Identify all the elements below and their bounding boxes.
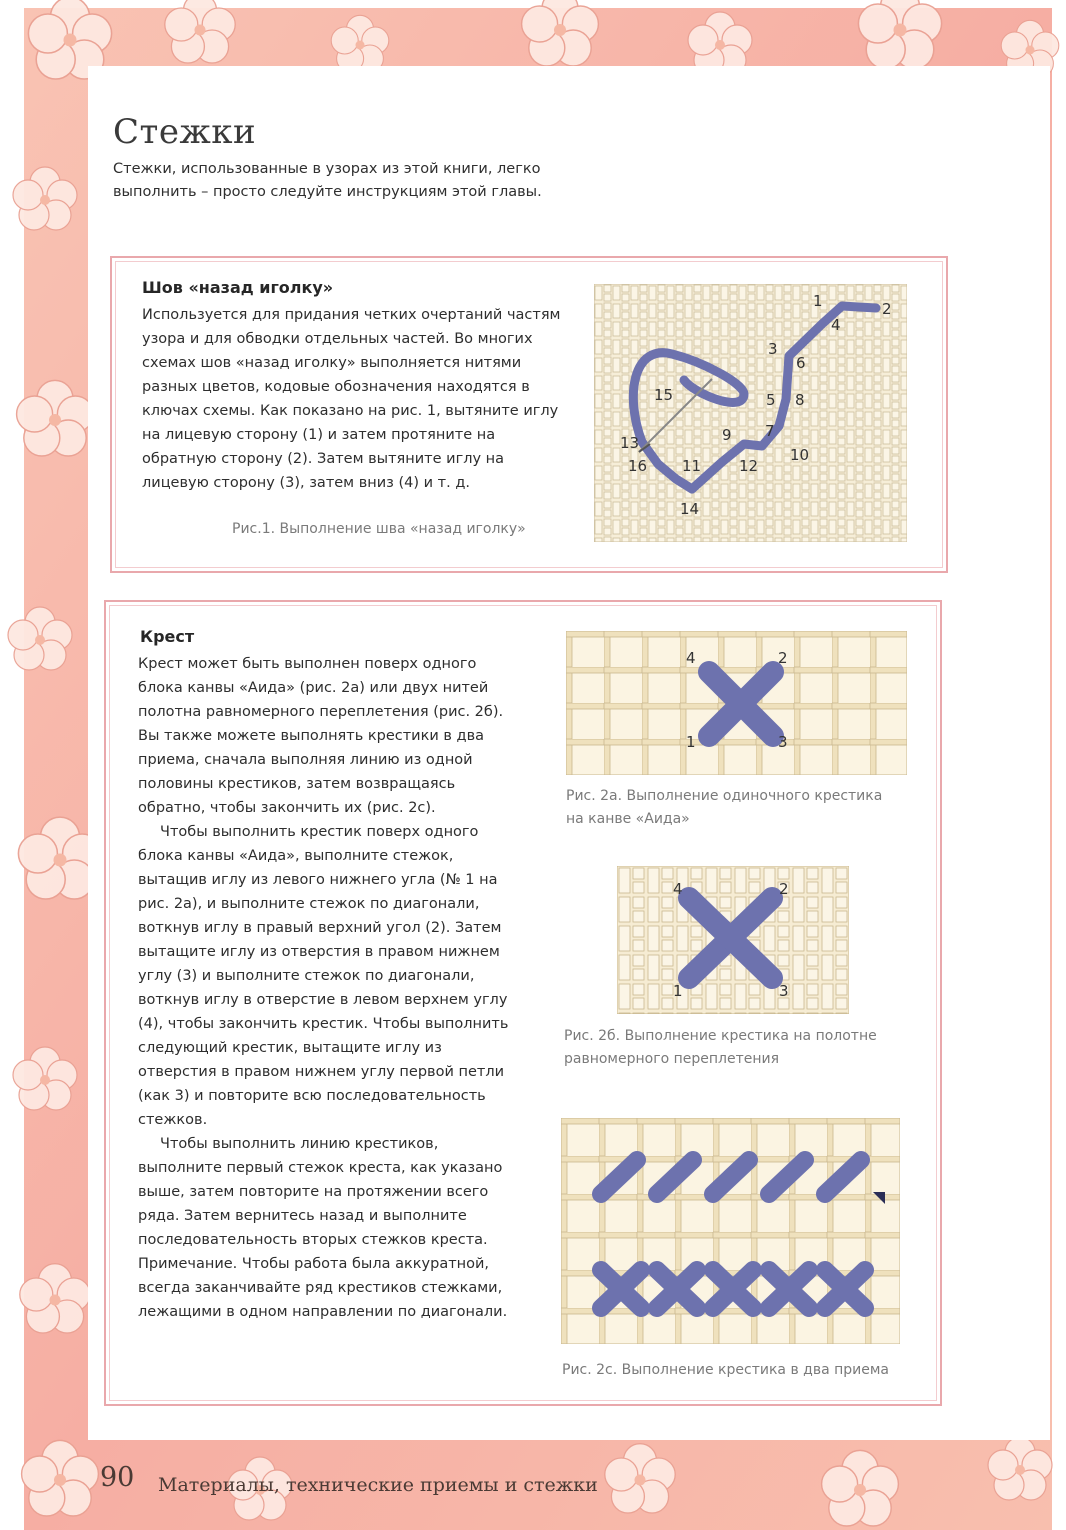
intro-text: Стежки, использованные в узорах из этой книги, легко выполнить – просто следуйте инструкциям этой главы. <box>113 161 542 200</box>
cross-heading: Крест <box>140 627 195 646</box>
fig1-label: 2 <box>882 300 892 318</box>
fig2b-label: 3 <box>779 982 789 1000</box>
fig2a-label: 4 <box>686 649 696 667</box>
fig1-label: 13 <box>620 434 640 452</box>
fig1-label: 8 <box>795 391 805 409</box>
cross-paragraph: Чтобы выполнить линию крестиков, выполните первый стежок креста, как указано выше, затем повторите на протяжении всего ряда. Затем вернитесь назад и выполните последовательность вторых стежков креста. Примечание. Чтобы работа была аккуратной, всегда заканчивайте ряд крестиков стежками, лежащими в одном направлении по диагонали. <box>138 1136 508 1320</box>
backstitch-heading: Шов «назад иголку» <box>142 278 334 297</box>
fig2b-label: 1 <box>673 982 683 1000</box>
fig1-label: 1 <box>813 292 823 310</box>
figure-2c-two-step <box>561 1118 900 1344</box>
backstitch-caption: Рис.1. Выполнение шва «назад иголку» <box>232 521 526 537</box>
fig1-label: 14 <box>680 500 700 518</box>
figure-backstitch <box>594 284 907 542</box>
fig1-label: 15 <box>654 386 674 404</box>
caption-2c: Рис. 2с. Выполнение крестика в два приема <box>562 1362 889 1378</box>
page-number: 90 <box>100 1462 135 1493</box>
fig2b-label: 2 <box>779 880 789 898</box>
fig1-label: 12 <box>739 457 759 475</box>
fig1-label: 10 <box>790 446 810 464</box>
fig1-label: 5 <box>766 391 776 409</box>
fig1-label: 9 <box>722 426 732 444</box>
cross-paragraph: Крест может быть выполнен поверх одного блока канвы «Аида» (рис. 2а) или двух нитей полотна равномерного переплетения (рис. 2б). Вы также можете выполнять крестики в два приема, сначала выполняя линию из одной половины крестиков, затем возвращаясь обратно, чтобы закончить их (рис. 2с). <box>138 656 504 816</box>
fig2a-label: 2 <box>778 649 788 667</box>
backstitch-text: Используется для придания четких очертаний частям узора и для обводки отдельных частей. Во многих схемах шов «назад иголку» выполняется нитями разных цветов, кодовые обозначения находятся в ключах схемы. Как показано на рис. 1, вытяните иглу на лицевую сторону (1) и затем протяните на обратную сторону (2). Затем вытяните иглу на лицевую сторону (3), затем вниз (4) и т. д. <box>142 307 561 491</box>
fig1-label: 11 <box>682 457 702 475</box>
fig2b-label: 4 <box>673 880 683 898</box>
figure-2b-evenweave <box>617 866 849 1014</box>
page-title: Стежки <box>113 112 257 152</box>
cross-text <box>138 652 513 1324</box>
fig1-label: 3 <box>768 340 778 358</box>
running-title: Материалы, технические приемы и стежки <box>158 1474 598 1496</box>
fig1-label: 7 <box>765 422 775 440</box>
cross-paragraph: Чтобы выполнить крестик поверх одного блока канвы «Аида», выполните стежок, вытащив иглу из левого нижнего угла (№ 1 на рис. 2а), и выполните стежок по диагонали, воткнув иглу в правый верхний угол (2). Затем вытащите иглу из отверстия в правом нижнем углу (3) и выполните стежок по диагонали, воткнув иглу в отверстие в левом верхнем углу (4), чтобы закончить крестик. Чтобы выполнить следующий крестик, вытащите иглу из отверстия в правом нижнем углу первой петли (как 3) и повторите всю последовательность стежков. <box>138 824 509 1128</box>
fig1-label: 16 <box>628 457 648 475</box>
fig1-label: 4 <box>831 316 841 334</box>
caption-2a: Рис. 2а. Выполнение одиночного крестика на канве «Аида» <box>566 788 883 827</box>
figure-2a-aida <box>566 631 907 775</box>
fig1-label: 6 <box>796 354 806 372</box>
caption-2b: Рис. 2б. Выполнение крестика на полотне равномерного переплетения <box>564 1028 877 1067</box>
fig2a-label: 3 <box>778 733 788 751</box>
fig2a-label: 1 <box>686 733 696 751</box>
